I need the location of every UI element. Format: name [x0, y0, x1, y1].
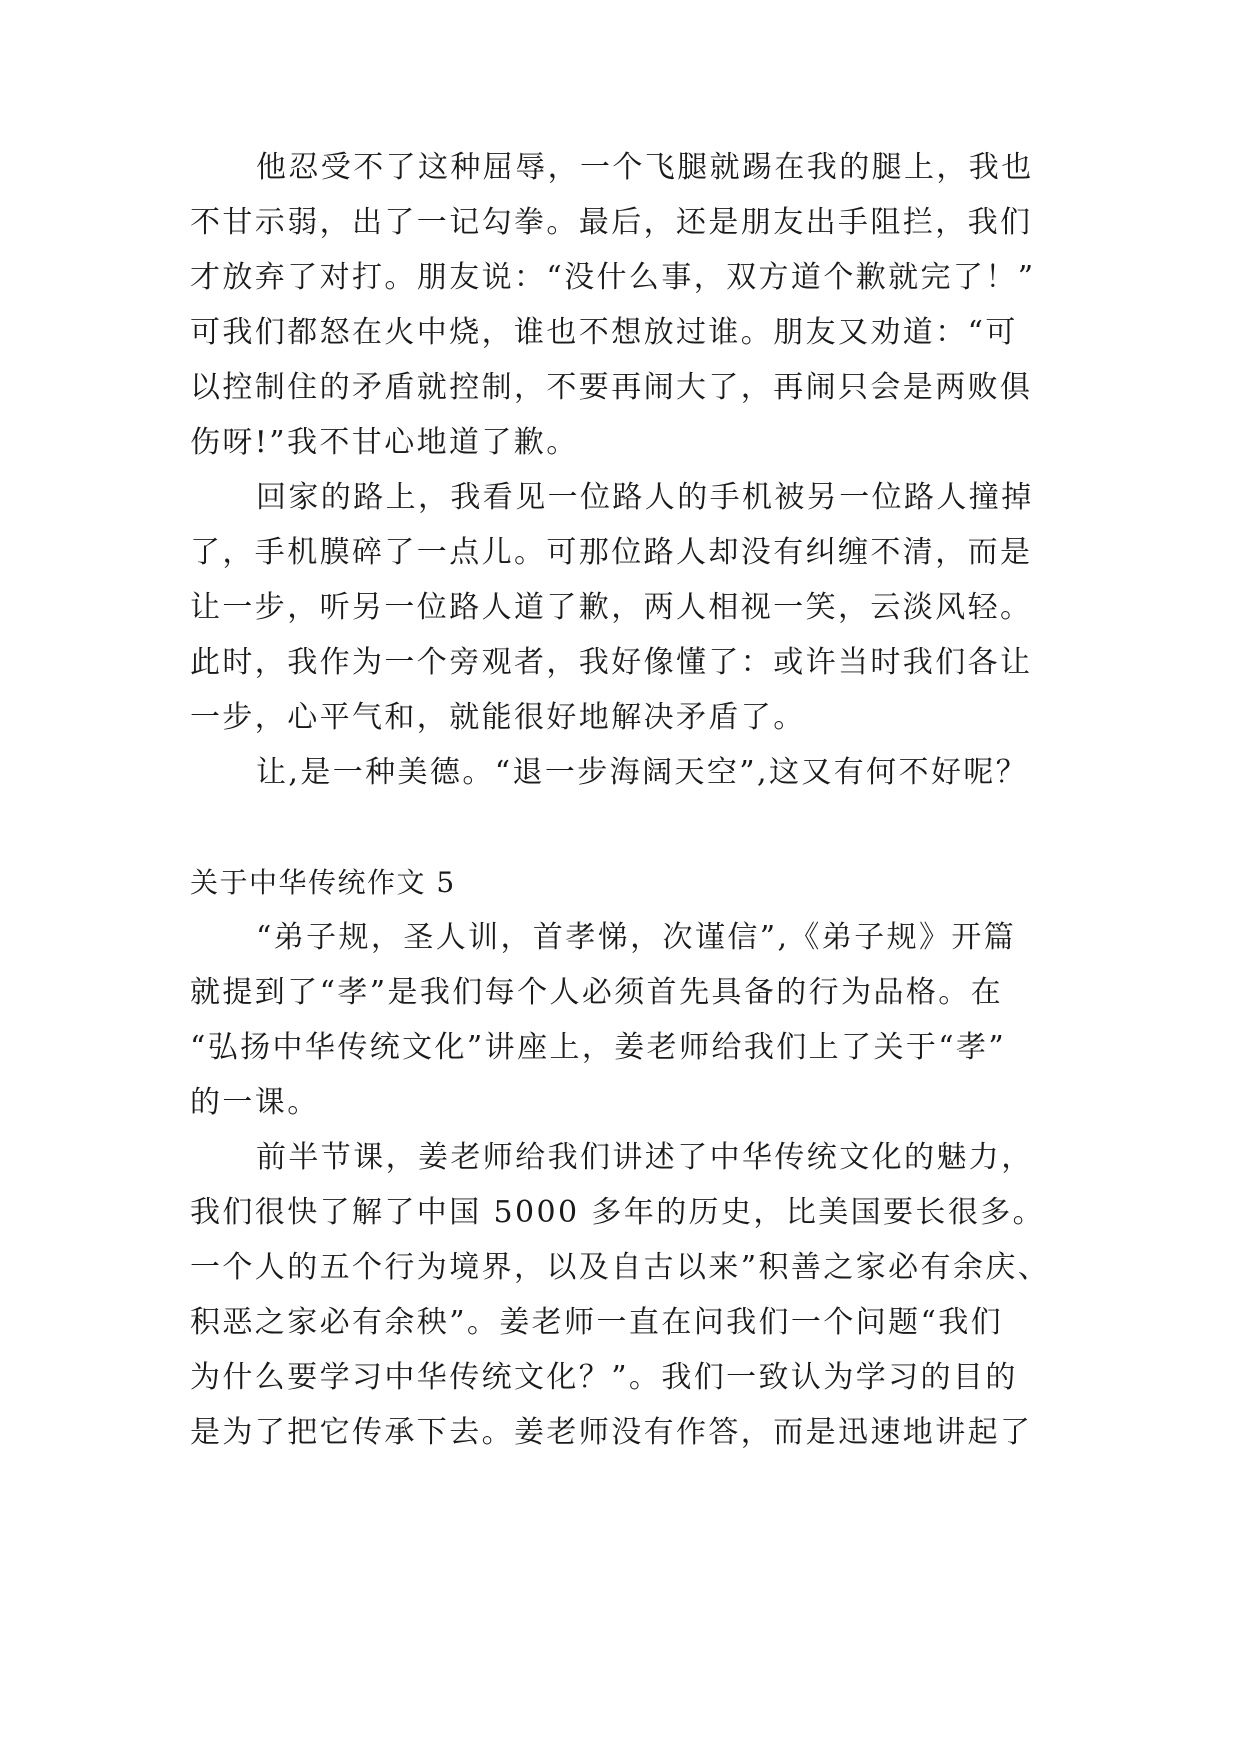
text-line: 是为了把它传承下去。姜老师没有作答，而是迅速地讲起了	[190, 1415, 1033, 1450]
text-line: 伤呀!”我不甘心地道了歉。	[190, 425, 579, 460]
text-line: 前半节课，姜老师给我们讲述了中华传统文化的魅力，	[256, 1140, 1034, 1175]
text-line: 才放弃了对打。朋友说：“没什么事，双方道个歉就完了！”	[190, 260, 1036, 295]
text-line: 他忍受不了这种屈辱，一个飞腿就踢在我的腿上，我也	[256, 150, 1034, 185]
section-heading: 关于中华传统作文 5	[190, 866, 456, 899]
text-line: 的一课。	[190, 1085, 320, 1120]
text-line: 积恶之家必有余秧”。姜老师一直在问我们一个问题“我们	[190, 1305, 1004, 1340]
text-line: 此时，我作为一个旁观者，我好像懂了：或许当时我们各让	[190, 645, 1033, 680]
text-line: 我们很快了解了中国 5000 多年的历史，比美国要长很多。	[190, 1195, 1046, 1230]
text-line: 一个人的五个行为境界，以及自古以来”积善之家必有余庆、	[190, 1250, 1051, 1285]
text-line: 回家的路上，我看见一位路人的手机被另一位路人撞掉	[256, 480, 1034, 515]
text-line: 了，手机膜碎了一点儿。可那位路人却没有纠缠不清，而是	[190, 535, 1033, 570]
text-line: 可我们都怒在火中烧，谁也不想放过谁。朋友又劝道：“可	[190, 315, 1018, 350]
text-line: 以控制住的矛盾就控制，不要再闹大了，再闹只会是两败俱	[190, 370, 1033, 405]
text-line: 让,是一种美德。“退一步海阔天空”,这又有何不好呢？	[256, 755, 1029, 790]
text-line: 一步，心平气和，就能很好地解决矛盾了。	[190, 700, 806, 735]
text-line: “弘扬中华传统文化”讲座上，姜老师给我们上了关于“孝”	[190, 1030, 1007, 1065]
text-line: 就提到了“孝”是我们每个人必须首先具备的行为品格。在	[190, 975, 1004, 1010]
text-line: 为什么要学习中华传统文化？”。我们一致认为学习的目的	[190, 1360, 1018, 1395]
text-line: 让一步，听另一位路人道了歉，两人相视一笑，云淡风轻。	[190, 590, 1033, 625]
text-line: 不甘示弱，出了一记勾拳。最后，还是朋友出手阻拦，我们	[190, 205, 1033, 240]
text-line: “弟子规，圣人训，首孝悌，次谨信”,《弟子规》开篇	[256, 920, 1017, 955]
